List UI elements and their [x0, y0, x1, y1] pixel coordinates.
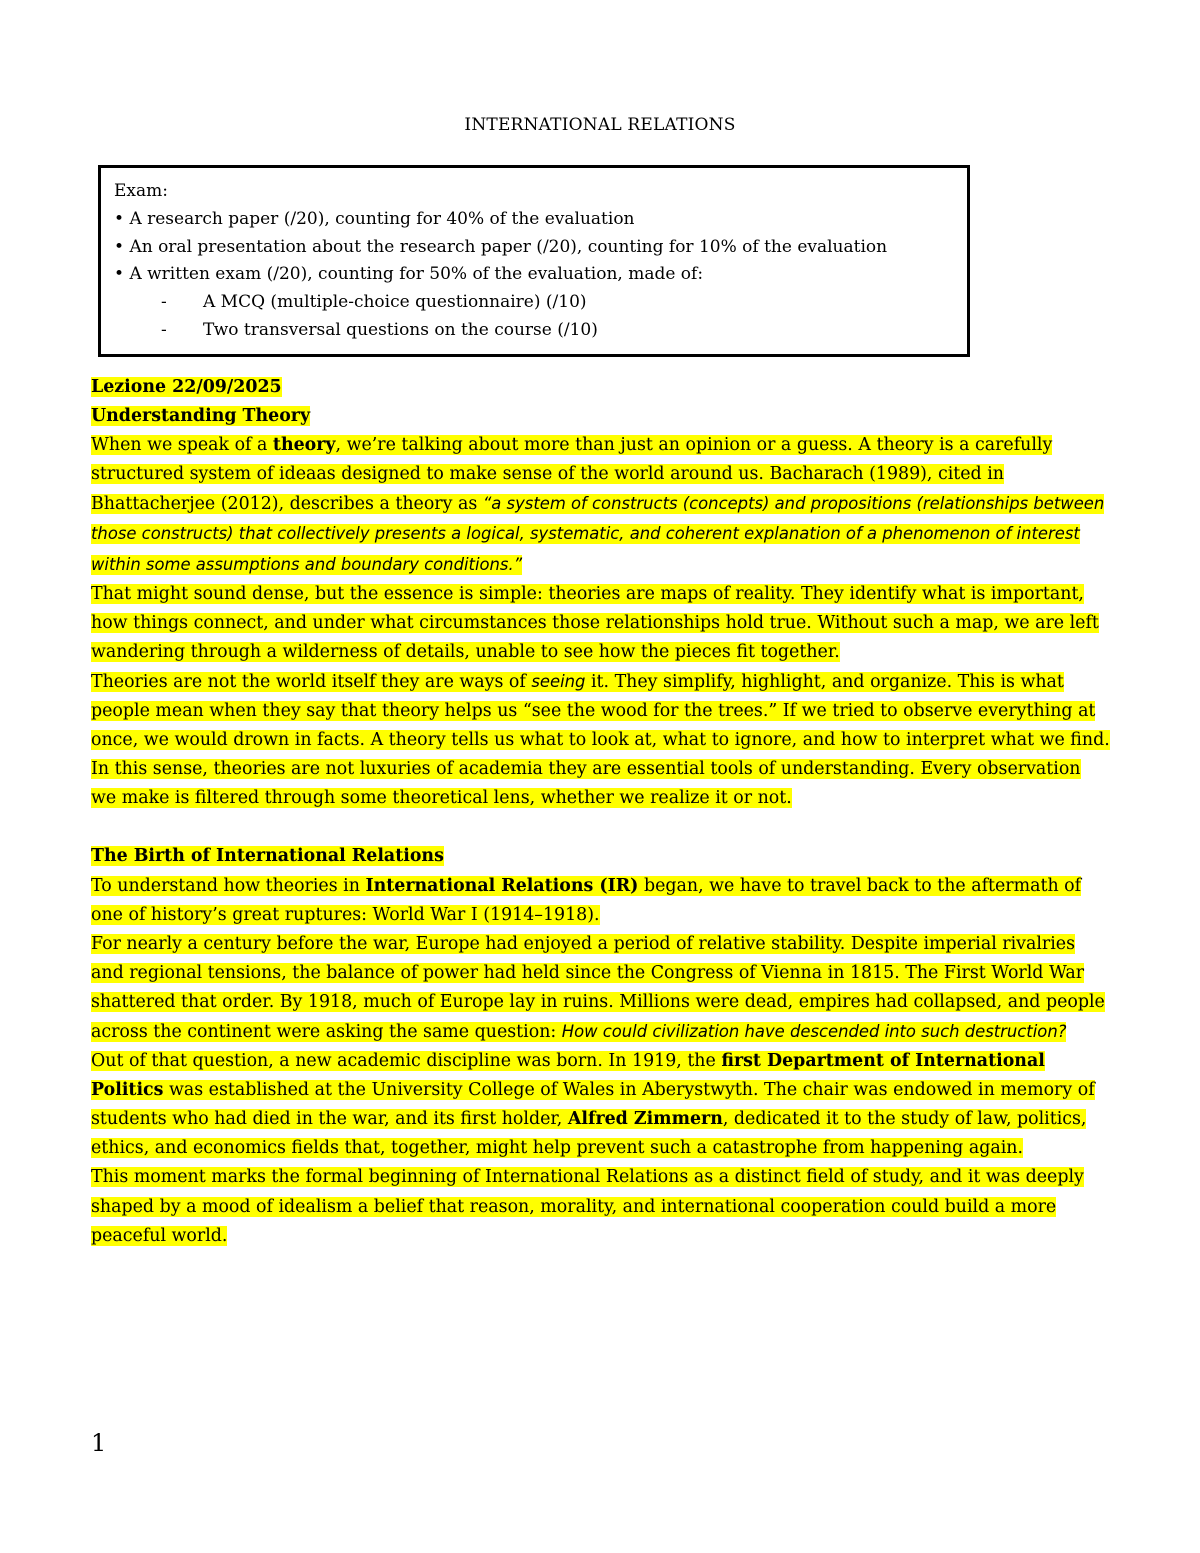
dash-icon: -: [161, 319, 167, 340]
document-body: [91, 373, 1111, 1251]
paragraph: That might sound dense, but the essence is simple: theories are maps of reality. They identify what is important, how things connect, and under what circumstances those relationships hold true. Without such a map, we are left wandering through a wilderness of details, unable to see how the pieces fit together.: [91, 583, 1099, 662]
dash-icon: -: [161, 292, 167, 313]
lesson-heading: Lezione 22/09/2025: [91, 377, 282, 397]
exam-item: • A research paper (/20), counting for 40% of the evaluation: [114, 208, 635, 229]
quote: “a system of constructs (concepts) and propositions (relationships between those constructs) that collectively presents a logical, systematic, and coherent explanation of a phenomenon of interest within some assumptions and boundary conditions.”: [91, 494, 1105, 574]
paragraph: In this sense, theories are not luxuries of academia they are essential tools of understanding. Every observation we make is filtered through some theoretical lens, whether we realize it or not.: [91, 759, 1081, 809]
paragraph: Theories are not the world itself they are ways of seeing it. They simplify, highlight, and organize. This is what people mean when they say that theory helps us “see the wood for the trees.” If we tried to observe everything at once, we would drown in facts. A theory tells us what to look at, what to ignore, and how to interpret what we find.: [91, 671, 1110, 751]
exam-info-box: [98, 165, 970, 357]
exam-item: • A written exam (/20), counting for 50% of the evaluation, made of:: [114, 264, 704, 285]
bullet-icon: •: [114, 264, 125, 285]
paragraph: When we speak of a theory, we’re talking about more than just an opinion or a guess. A theory is a carefully structured system of ideaas designed to make sense of the world around us. Bacharach (1989), cited in Bhattacherjee (2012), describes a theory as “a system of constructs (concepts) and propositions (relationships between those constructs) that collectively presents a logical, systematic, and coherent explanation of a phenomenon of interest within some assumptions and boundary conditions.”: [91, 435, 1105, 574]
page-number: 1: [91, 1429, 107, 1457]
exam-heading: Exam:: [114, 181, 168, 201]
spacer: [91, 813, 1111, 842]
bullet-icon: •: [114, 208, 125, 229]
exam-item: • An oral presentation about the research paper (/20), counting for 10% of the evaluation: [114, 236, 888, 257]
paragraph: For nearly a century before the war, Europe had enjoyed a period of relative stability. Despite imperial rivalries and regional tensions, the balance of power had held since the Congress of Vienna in 1815. The First World War shattered that order. By 1918, much of Europe lay in ruins. Millions were dead, empires had collapsed, and people across the continent were asking the same question: How could civilization have descended into such destruction?: [91, 933, 1105, 1042]
section-heading-birth: The Birth of International Relations: [91, 846, 444, 867]
document-title: INTERNATIONAL RELATIONS: [464, 115, 736, 135]
paragraph: This moment marks the formal beginning of International Relations as a distinct field of study, and it was deeply shaped by a mood of idealism a belief that reason, morality, and international cooperation could build a more peaceful world.: [91, 1167, 1084, 1246]
bullet-icon: •: [114, 236, 125, 257]
paragraph: Out of that question, a new academic discipline was born. In 1919, the first Department of International Politics was established at the University College of Wales in Aberystwyth. The chair was endowed in memory of students who had died in the war, and its first holder, Alfred Zimmern, dedicated it to the study of law, politics, ethics, and economics fields that, together, might help prevent such a catastrophe from happening again.: [91, 1051, 1095, 1159]
exam-subitem: - A MCQ (multiple-choice questionnaire) (/10): [114, 289, 967, 317]
paragraph: To understand how theories in International Relations (IR) began, we have to travel back to the aftermath of one of history’s great ruptures: World War I (1914–1918).: [91, 875, 1082, 925]
section-heading-theory: Understanding Theory: [91, 406, 311, 427]
exam-subitem: - Two transversal questions on the course (/10): [114, 317, 967, 345]
